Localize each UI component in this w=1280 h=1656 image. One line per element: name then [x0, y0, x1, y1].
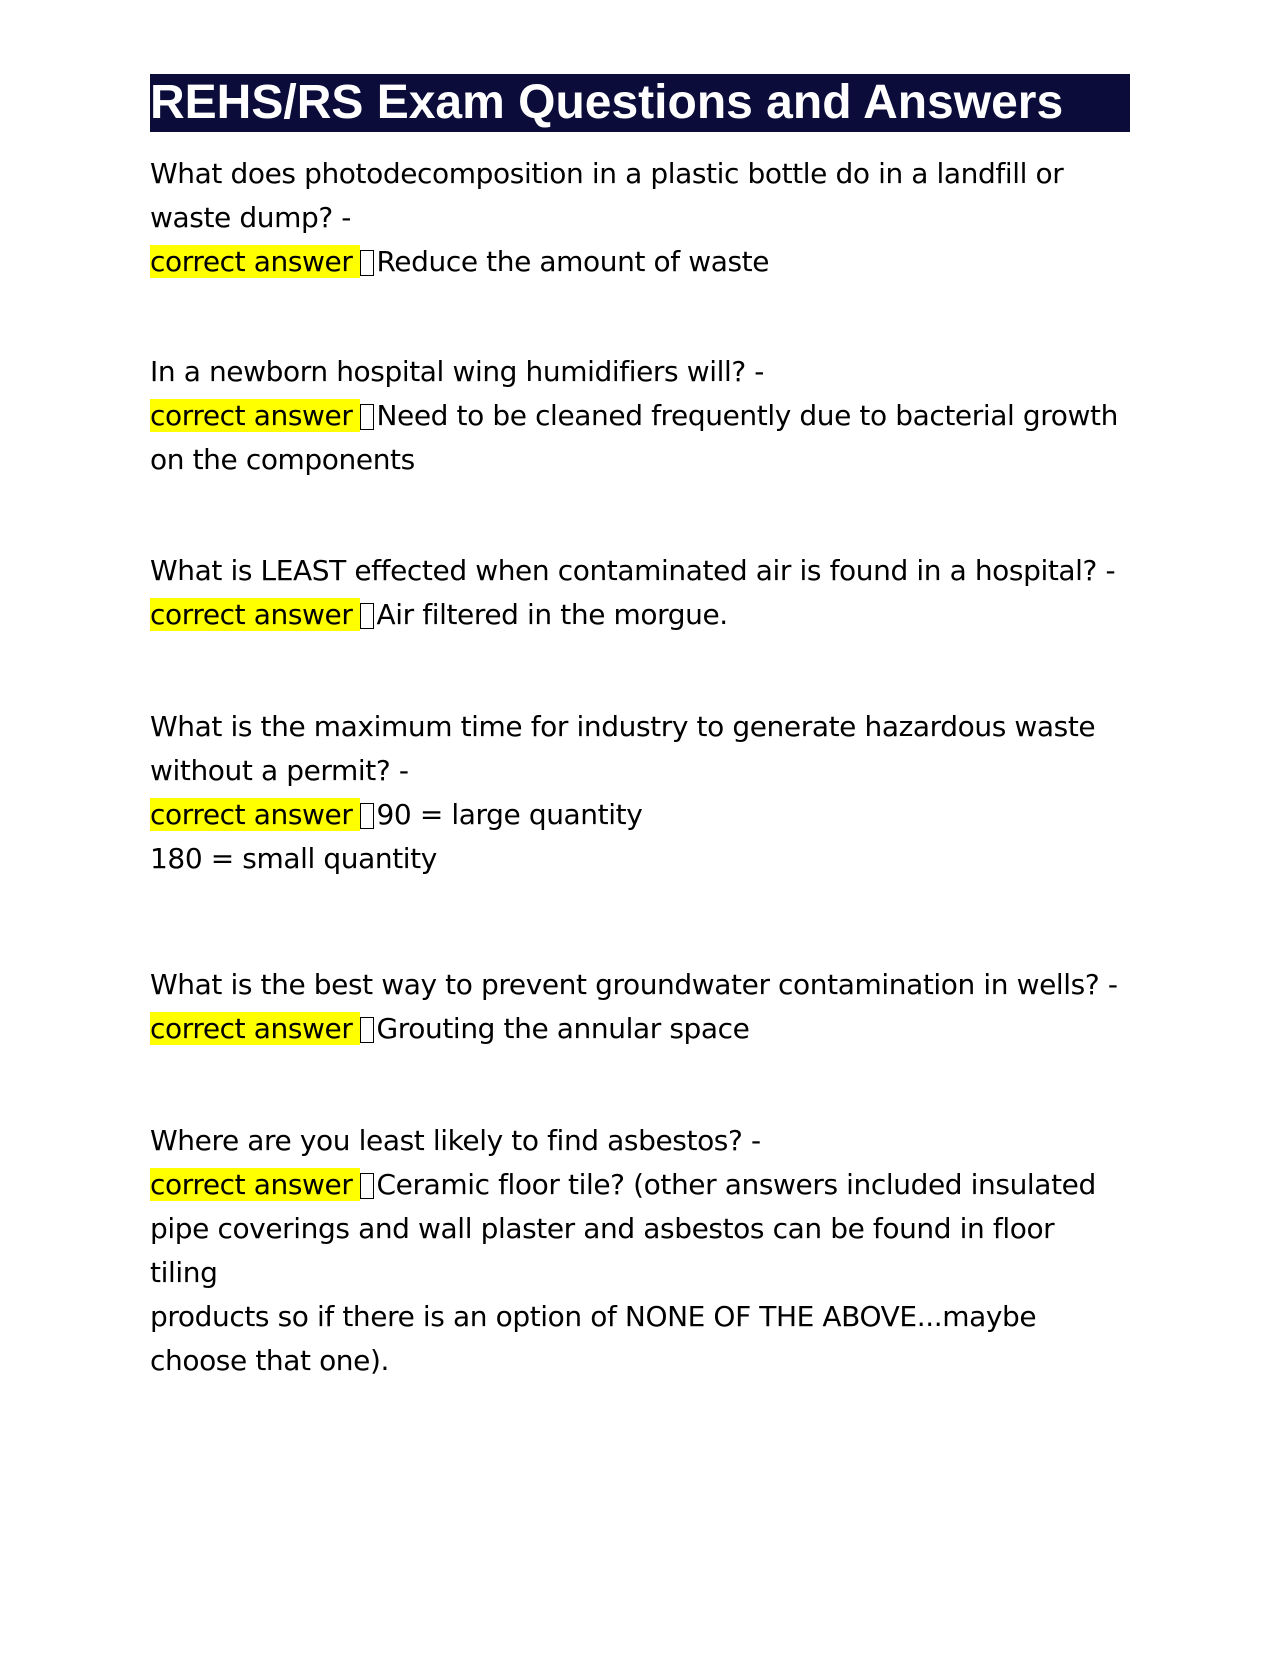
answer-label: correct answer [150, 399, 360, 432]
answer-label: correct answer [150, 798, 360, 831]
answer-text: pipe coverings and wall plaster and asbestos can be found in floor tiling [150, 1212, 1055, 1289]
answer-line [150, 1163, 1130, 1207]
qa-item [150, 963, 1130, 1051]
answer-text: products so if there is an option of NONE OF THE ABOVE...maybe [150, 1300, 1037, 1333]
question-text: What does photodecomposition in a plastic bottle do in a landfill or [150, 157, 1064, 190]
qa-item [150, 705, 1130, 881]
qa-item [150, 152, 1130, 284]
missing-glyph-icon [360, 1173, 374, 1199]
qa-item [150, 1119, 1130, 1383]
answer-label: correct answer [150, 1012, 360, 1045]
missing-glyph-icon [360, 1017, 374, 1043]
document-title: REHS/RS Exam Questions and Answers [150, 74, 1130, 132]
answer-label: correct answer [150, 1168, 360, 1201]
answer-text: Grouting the annular space [376, 1012, 750, 1045]
answer-line [150, 793, 1130, 837]
answer-text: Air filtered in the morgue. [376, 598, 728, 631]
answer-line [150, 240, 1130, 284]
answer-text: Need to be cleaned frequently due to bacterial growth [376, 399, 1118, 432]
qa-item [150, 350, 1130, 482]
document-page [150, 74, 1130, 1377]
answer-text: 90 = large quantity [376, 798, 643, 831]
missing-glyph-icon [360, 250, 374, 276]
question-text: What is LEAST effected when contaminated air is found in a hospital? - [150, 554, 1116, 587]
question-text: without a permit? - [150, 754, 409, 787]
missing-glyph-icon [360, 603, 374, 629]
answer-text: on the components [150, 443, 415, 476]
answer-label: correct answer [150, 598, 360, 631]
answer-text: choose that one). [150, 1344, 390, 1377]
answer-text: Reduce the amount of waste [376, 245, 770, 278]
question-text: Where are you least likely to find asbestos? - [150, 1124, 761, 1157]
answer-label: correct answer [150, 245, 360, 278]
answer-text: Ceramic floor tile? (other answers included insulated [376, 1168, 1096, 1201]
answer-line [150, 1007, 1130, 1051]
answer-line [150, 593, 1130, 637]
answer-extra-text: 180 = small quantity [150, 842, 437, 875]
question-text: What is the maximum time for industry to generate hazardous waste [150, 710, 1096, 743]
question-text: In a newborn hospital wing humidifiers will? - [150, 355, 765, 388]
question-text: What is the best way to prevent groundwater contamination in wells? - [150, 968, 1118, 1001]
question-text: waste dump? - [150, 201, 351, 234]
answer-line [150, 394, 1130, 438]
missing-glyph-icon [360, 803, 374, 829]
qa-item [150, 549, 1130, 637]
missing-glyph-icon [360, 404, 374, 430]
